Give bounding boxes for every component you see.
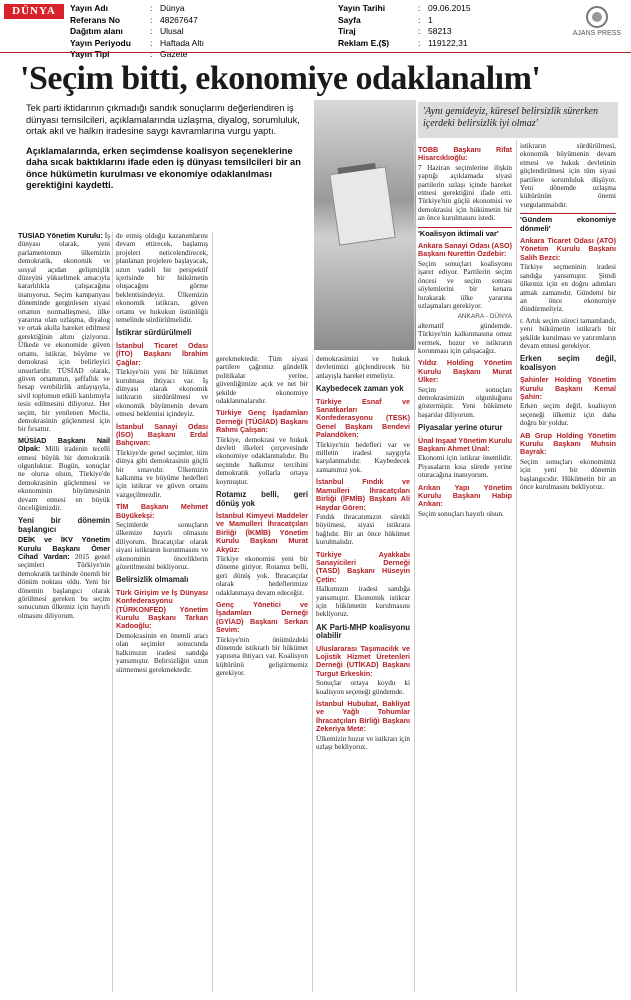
paragraph: Ülkemizin huzur ve istikrarı için uzlaşı bekliyoruz. bbox=[316, 734, 410, 752]
paragraph: TÜSİAD Yönetim Kurulu: İş dünyası olarak, yeni parlamentonun ülkemizin demokratik, ekonomik ve sosyal açıdan gelişmişlik düzeyini yükseltmek amacıyla kararlılıkla çalışacağına inanıyoruz. Seçim kampanyası döneminde gerginlesen siyasi ortamın normalleşmesi, ülke yararına olan uzlaşma, diyalog ve ortak akılla hareket edilmesi gerektiğinin altını çiziyoruz. Ülkede ve ekonomide güven ortamı, istikrar, büyüme ve demokrasi için belirleyici unsurlardır. TÜSİAD olarak, güven ortamının, şeffaflık ve hesap verebilirlik anlayışıyla, sivil toplumun etkili katılımıyla tesis edilmesini diliyoruz. Her seçim, bir yenilenen Meclis, demokrasinin güçlenmesi için bir fırsattır. bbox=[18, 232, 110, 434]
paragraph: Erken seçim değil, koalisyon seçeneği ülkemiz için daha doğru bir yoldur. bbox=[520, 402, 616, 428]
column-rule bbox=[414, 140, 415, 992]
section-heading: Erken seçim değil, koalisyon bbox=[520, 354, 616, 372]
speaker-label: TİM Başkanı Mehmet Büyükekşi: bbox=[116, 502, 208, 520]
paragraph: alternatif gündemde. Türkiye'nin kalkınmasına omuz vermek, huzur ve istikrarın korunması için çalışacağız. bbox=[418, 321, 512, 355]
paragraph: Ekonomi için istikrar önemlidir. Piyasaların kısa sürede yerine oturacağına inanıyorum. bbox=[418, 454, 512, 480]
ballot-box-shape bbox=[329, 166, 395, 245]
paragraph: Halkımızın iradesi sandığa yansımıştır. Ekonomik istikrar için hükümetin kurulmasını bekliyoruz. bbox=[316, 585, 410, 619]
section-heading: Yeni bir dönemin başlangıcı bbox=[18, 516, 110, 534]
speaker-label: Genç Yönetici ve İşadamları Derneği (GYİAD) Başkanı Serkan Sevim: bbox=[216, 599, 308, 635]
speaker-label: İstanbul Ticaret Odası (İTO) Başkanı İbrahim Çağlar: bbox=[116, 340, 208, 367]
paragraph: Türkiye'de genel seçimler, tüm dünya gibi demokrasinin güçlü bir sınavıdır. Ülkemizin kalkınma ve büyüme hedefleri için istikrar ve güven ortamı vazgeçilmezdir. bbox=[116, 448, 208, 499]
ajans-press-logo: AJANS PRESS bbox=[573, 6, 621, 37]
column-rule bbox=[112, 232, 113, 992]
speaker-label: Ünal Inşaat Yönetim Kurulu Başkanı Ahmet Ünal: bbox=[418, 435, 512, 453]
speaker-label: Türkiye Genç İşadamları Derneği (TÜGİAD) Başkanı Rahmi Çalışan: bbox=[216, 408, 308, 435]
speaker-label: İstanbul Sanayi Odası (İSO) Başkanı Erdal Bahçıvan: bbox=[116, 421, 208, 448]
field-yayin-tipi: Yayın Tipi : Gazete bbox=[70, 49, 188, 59]
ballot-box-photo bbox=[314, 100, 416, 350]
section-heading: AK Parti-MHP koalisyonu olabilir bbox=[316, 622, 410, 641]
paragraph: MÜSİAD Başkanı Nail Olpak: Milli iradenin tecelli etmesi büyük bir demokratik olgunluktur. Bugün, sonuçlar ne olursa olsun, Türkiye'de demokrasinin güçlenmesi ve ekonominin büyümesinin devam etmesi en büyük önceliğimizdir. bbox=[18, 435, 110, 512]
speaker-label: AB Grup Holding Yönetim Kurulu Başkanı Muhsin Bayrak: bbox=[520, 430, 616, 457]
column-3 bbox=[216, 355, 308, 994]
paragraph: Fındık ihracatımızın sürekli büyümesi, siyasi istikrara bağlıdır. Bir an önce hükümet kurulmalıdır. bbox=[316, 512, 410, 547]
paragraph: Türkiye'nin önümüzdeki dönemde istikrarlı bir hükümet yapısına ihtiyacı var. Koalisyon kültürünü geliştirmemiz gerekiyor. bbox=[216, 635, 308, 678]
speaker-label: İstanbul Kimyevi Maddeler ve Mamulleri İhracatçıları Birliği (İKMİB) Yönetim Kurulu Başkanı Murat Akyüz: bbox=[216, 510, 308, 554]
speaker-label: İstanbul Hububat, Bakliyat ve Yağlı Tohumlar İhracatçıları Birliği Başkanı Zekeriya Mete: bbox=[316, 699, 410, 734]
column-4 bbox=[316, 355, 410, 994]
column-5 bbox=[418, 142, 512, 994]
subsection-heading: 'Gündem ekonomiye dönmeli' bbox=[520, 215, 616, 233]
speaker-label: Türkiye Esnaf ve Sanatkarları Konfederasyonu (TESK) Genel Başkanı Bendevi Palandöken: bbox=[316, 396, 410, 440]
paragraph: Seçim sonuçları koalisyonu işaret ediyor. Partilerin seçim öncesi ve seçim sonrası söylemlerini bir kenara bırakarak ülke yararına uzlaşmaları gerekiyor. bbox=[418, 259, 512, 310]
speaker-label: Uluslararası Taşımacılık ve Lojistik Hizmet Üretenleri Derneği (UTİKAD) Başkanı Turgut Erkeskin: bbox=[316, 643, 410, 678]
article-lead bbox=[26, 103, 308, 200]
section-heading: Kaybedecek zaman yok bbox=[316, 384, 404, 394]
paragraph: Türkiye'nin yeni bir hükümet kurulması ihtiyacı var. İş dünyası olarak ekonomik istikrarın sürdürülmesi ve ekonomik büyümenin devam etmesi beklentisi içindeyiz. bbox=[116, 368, 208, 419]
paragraph: Seçim sonuçları hayırlı olsun. bbox=[418, 509, 504, 518]
byline: ANKARA - DÜNYA bbox=[457, 313, 512, 321]
speaker-label: Yıldız Holding Yönetim Kurulu Başkanı Murat Ülker: bbox=[418, 358, 512, 385]
paragraph: Demokrasinin en önemli aracı olan seçimler sonucunda halkımızın iradesi sandığa yansımıştır. Belirsizliğin uzun sürmemesi gerekmektedir. bbox=[116, 631, 208, 674]
ajans-press-icon bbox=[586, 6, 608, 28]
paragraph: de etmiş olduğu kazanımlarını devam ettirecek, başlamış projeleri neticelendirecek, planlanan projelere başlayacak, uzun vadeli bir perspektif içerisinde bir hükümetin oluşacağını görme beklentisindeyiz. Ülkemizin ekonomik istikrarı, güven ortamı ve hukukun üstünlüğü temelinde sürdürülmelidir. bbox=[116, 232, 208, 325]
lead-paragraph: Tek parti iktidarının çıkmadığı sandık sonuçlarını değerlendiren iş dünyası temsilcileri, açıklamalarında uzlaşma, diyalog, sorumluluk, ortak akıl ve halkın iradesine saygı kavramlarına vurgu yaptı. bbox=[26, 103, 300, 136]
paragraph: r. Artık seçim süreci tamamlandı, yeni hükümetin istikrarlı bir şekilde kurulması ve yatırımların devam etmesi gerekiyor. bbox=[520, 316, 616, 350]
paragraph: DEİK ve İKV Yönetim Kurulu Başkanı Ömer Cihad Vardan: 2015 genel seçimleri Türkiye'nin demokratik tarihinde önemli bir dönüm noktası oldu. Yeni bir dönemin başlangıcı olarak görülmesi gereken bu seçim sonucunun ülkemiz için hayırlı olmasını diliyorum. bbox=[18, 535, 110, 620]
section-heading: Piyasalar yerine oturur bbox=[418, 423, 503, 433]
paragraph: Türkiye ekonomisi yeni bir döneme giriyor. Rotamız belli, geri dönüş yok. İhracatçılar olarak hedeflerimize odaklanmaya devam edeceğiz. bbox=[216, 554, 308, 597]
paragraph: 7 Haziran seçimlerine ilişkin yaptığı açıklamada siyasi partilerin uzlaşı içinde hareket etmesi gerektiğini ifade etti. Türkiye'nin güçlü ekonomisi ve demokrasisi için hükümetin bir an önce kurulmasını istedi. bbox=[418, 163, 512, 223]
header-divider bbox=[0, 52, 631, 53]
pull-quote: 'Aynı gemideyiz, küresel belirsizlik sürerken içerdeki belirsizlik iyi olmaz' bbox=[418, 102, 618, 138]
field-referans-no: Referans No : 48267647 bbox=[70, 14, 198, 25]
speaker-label: İstanbul Fındık ve Mamulleri İhracatçıları Birliği (İFMİB) Başkanı Ali Haydar Gören: bbox=[316, 477, 410, 512]
field-yayin-periyodu: Yayın Periyodu : Haftada Altı bbox=[70, 37, 204, 48]
paragraph: istikrarın sürdürülmesi, ekonomik büyümenin devam etmesi ve hukuk devletinin güçlendirilmesi için tüm siyasi partilere sorumluluk düşüyor. Yeni dönemde uzlaşma kültürünün önemi vurgulanmalıdır. bbox=[520, 142, 616, 209]
field-dagitim-alani: Dağıtım alanı : Ulusal bbox=[70, 26, 184, 36]
speaker-label: Şahinler Holding Yönetim Kurulu Başkanı Kemal Şahin: bbox=[520, 375, 616, 401]
field-yayin-adi: Yayın Adı : Dünya bbox=[70, 3, 185, 13]
speaker-label: Ankara Ticaret Odası (ATO) Yönetim Kurulu Başkanı Salih Bezci: bbox=[520, 236, 616, 262]
paragraph: Seçim sonuçları ekonomimiz için yeni bir dönemin başlangıcıdır. Hükümetin bir an önce kurulmasını bekliyoruz. bbox=[520, 457, 616, 492]
paragraph: gerekmektedir. Tüm siyasi partilere çağrımız gündelik politikalar yerine, güvenliğimize açık ve net bir şekilde ekonomiye odaklanmalarıdır. bbox=[216, 355, 308, 406]
publication-info-right bbox=[338, 3, 471, 49]
column-rule bbox=[516, 140, 517, 992]
paragraph: Seçimlerde sonuçların ülkemize hayırlı olmasını diliyorum. İhracatçılar olarak siyasi istikrarın korunmasını ve ekonominin önceliklerin gözetilmesini bekliyoruz. bbox=[116, 521, 208, 572]
dunya-logo: DÜNYA bbox=[4, 4, 64, 19]
field-reklam: Reklam E.($) : 119122,31 bbox=[338, 37, 468, 48]
speaker-label: TOBB Başkanı Rifat Hisarcıklıoğlu: bbox=[418, 145, 512, 163]
speaker-label: Arıkan Yapı Yönetim Kurulu Başkanı Habip Arıkan: bbox=[418, 482, 512, 509]
column-1 bbox=[18, 232, 110, 994]
column-rule bbox=[312, 355, 313, 992]
column-6 bbox=[520, 142, 616, 994]
paragraph: Türkiye, demokrasi ve hukuk devleti ilkeleri çerçevesinde ekonomiye odaklanmalıdır. Bu seçimde halkımız tercihini demokratik yollarla ortaya koymuştur. bbox=[216, 435, 308, 486]
article-headline: 'Seçim bitti, ekonomiye odaklanalım' bbox=[20, 60, 541, 97]
section-heading: Belirsizlik olmamalı bbox=[116, 575, 189, 585]
lead-bold-paragraph: Açıklamalarında, erken seçimdense koalisyon seçeneklerine daha sıcak baktıklarını ifade eden iş dünyası temsilcileri bir an önce hükümetin kurulması ve ekonomiye odaklanılması gerektiğini kaydetti. bbox=[26, 145, 301, 190]
section-heading: Rotamız belli, geri dönüş yok bbox=[216, 490, 308, 508]
speaker-label: Ankara Sanayi Odası (ASO) Başkanı Nurettin Özdebir: bbox=[418, 241, 512, 259]
section-heading: İstikrar sürdürülmeli bbox=[116, 328, 192, 338]
paragraph: Seçim sonuçları demokrasimizin olgunluğunu göstermiştir. Yeni hükümete başarılar diliyorum. bbox=[418, 385, 512, 419]
paragraph: Türkiye'nin hedefleri var ve milletin iradesi saygıyla karşılanmalıdır. Kaybedecek zamanımız yok. bbox=[316, 440, 410, 474]
subsection-heading: 'Koalisyon iktimali var' bbox=[418, 227, 512, 238]
field-tiraj: Tiraj : 58213 bbox=[338, 26, 452, 36]
field-sayfa: Sayfa : 1 bbox=[338, 14, 433, 25]
paragraph: Sonuçlar ortaya koydu ki koalisyon seçeneği gündemde. bbox=[316, 679, 410, 696]
paragraph: Türkiye seçmeninin iradesi sandığa yansımıştır. Şimdi ülkemiz için en doğru adımları atmak zamanıdır. Gündemi bir an önce ekonomiye döndürmeliyiz. bbox=[520, 263, 616, 314]
speaker-label: Türk Girişim ve İş Dünyası Konfederasyonu (TÜRKONFED) Yönetim Kurulu Başkanı Tarkan Kadooğlu: bbox=[116, 587, 208, 631]
speaker-label: Türkiye Ayakkabı Sanayicileri Derneği (TASD) Başkanı Hüseyin Çetin: bbox=[316, 549, 410, 584]
column-rule bbox=[212, 232, 213, 992]
paragraph: demokrasimizi ve hukuk devletimizi güçlendirecek bir anlayışla hareket etmeliyiz. bbox=[316, 355, 410, 380]
field-yayin-tarihi: Yayın Tarihi : 09.06.2015 bbox=[338, 3, 471, 13]
column-2 bbox=[116, 232, 208, 994]
clipping-header bbox=[0, 0, 631, 59]
